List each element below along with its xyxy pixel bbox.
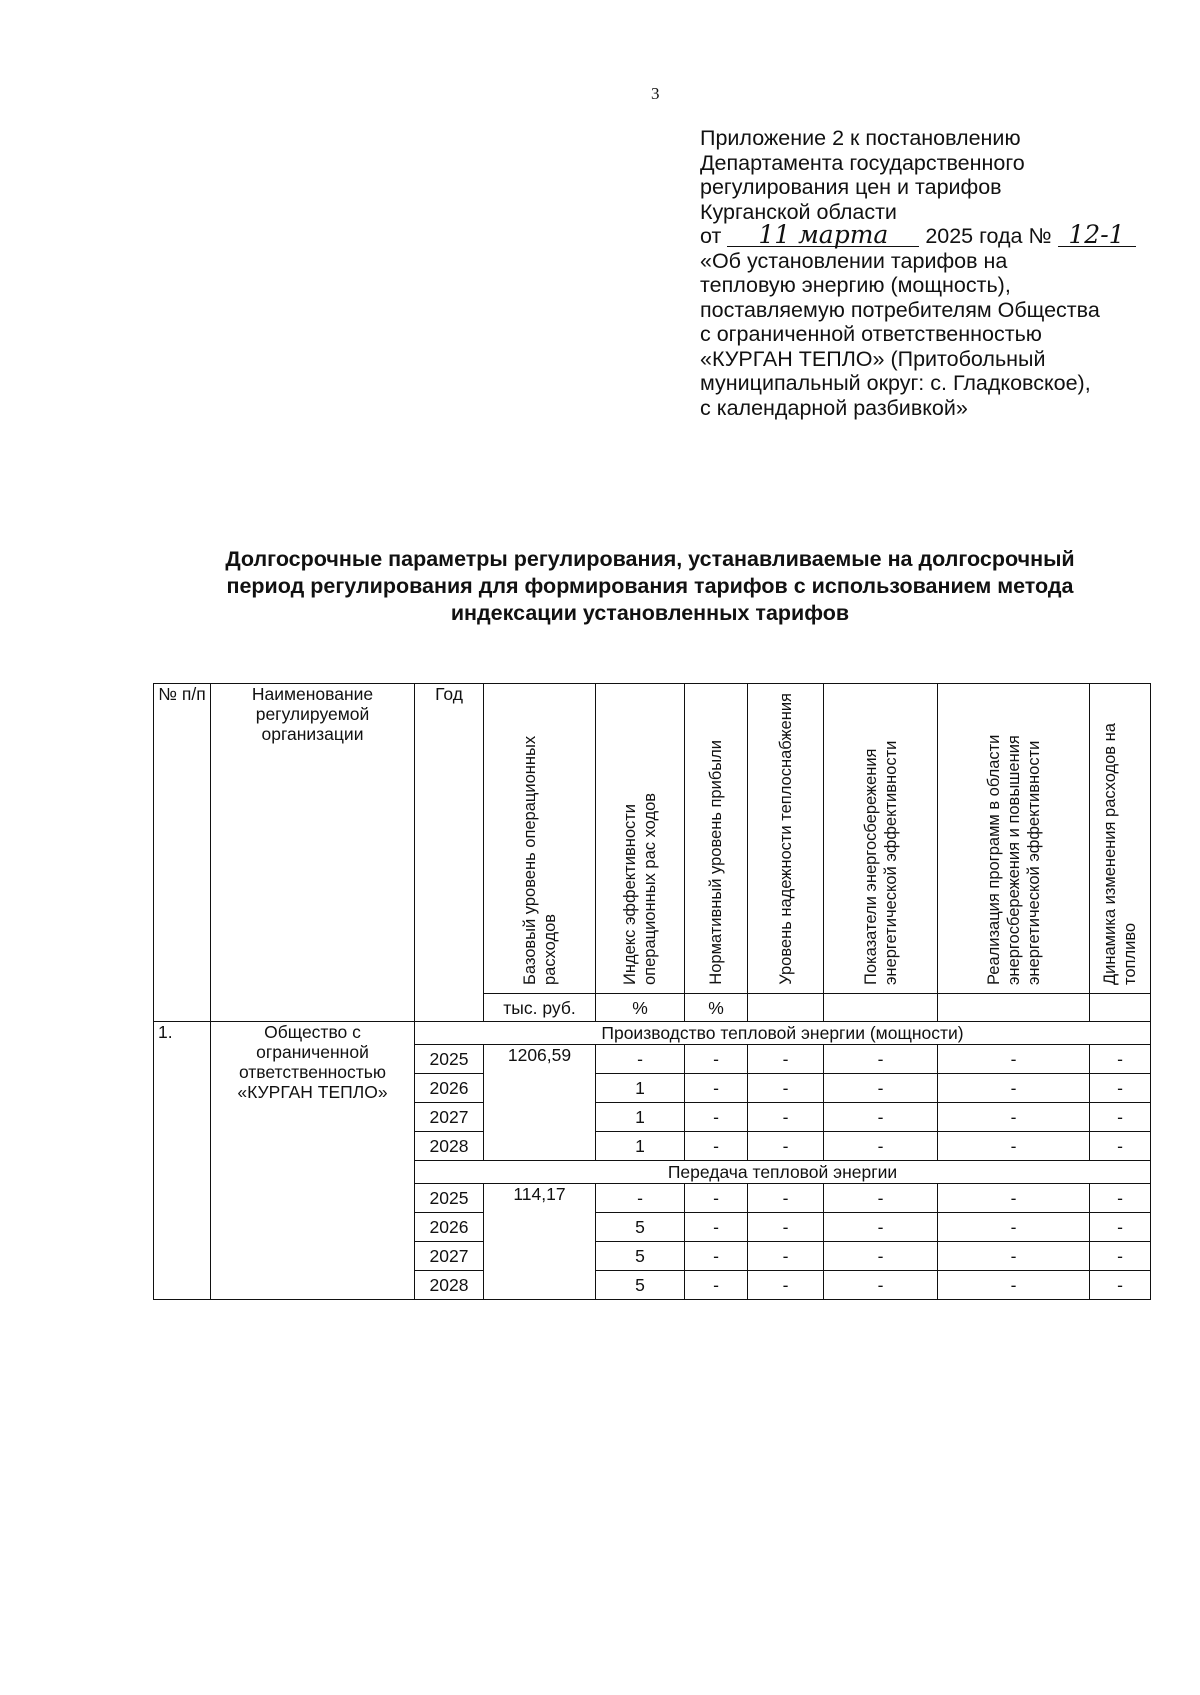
row-number: 1. <box>154 1022 211 1300</box>
cell-programs: - <box>938 1045 1090 1074</box>
cell-programs: - <box>938 1074 1090 1103</box>
header-energy-saving-text: Показатели энергосбережения энергетической эффективности <box>861 740 900 985</box>
cell-programs: - <box>938 1213 1090 1242</box>
section-row <box>154 1022 1151 1045</box>
header-org: Наименование регулируемой организации <box>211 684 415 1022</box>
appendix-title-line: поставляемую потребителям Общества <box>700 297 1100 322</box>
cell-base-level: 1206,59 <box>484 1045 596 1161</box>
cell-reliability: - <box>748 1132 824 1161</box>
parameters-table <box>153 683 1151 1300</box>
cell-saving: - <box>824 1184 938 1213</box>
header-programs-text: Реализация программ в области энергосбережения и повышения энергетической эффективности <box>984 734 1043 985</box>
unit-empty <box>938 994 1090 1022</box>
cell-index: - <box>596 1045 685 1074</box>
handwritten-number: 12-1 <box>1058 224 1136 247</box>
cell-year: 2026 <box>415 1213 484 1242</box>
cell-saving: - <box>824 1103 938 1132</box>
cell-programs: - <box>938 1103 1090 1132</box>
header-normative-profit <box>685 684 748 994</box>
cell-profit: - <box>685 1103 748 1132</box>
cell-fuel: - <box>1090 1045 1151 1074</box>
unit-empty <box>824 994 938 1022</box>
cell-programs: - <box>938 1184 1090 1213</box>
unit-normative-profit: % <box>685 994 748 1022</box>
unit-empty <box>748 994 824 1022</box>
appendix-line: Приложение 2 к постановлению <box>700 126 1021 150</box>
cell-profit: - <box>685 1271 748 1300</box>
cell-profit: - <box>685 1074 748 1103</box>
cell-fuel: - <box>1090 1074 1151 1103</box>
cell-saving: - <box>824 1242 938 1271</box>
date-prefix: от <box>700 224 722 248</box>
header-fuel-dynamics-text: Динамика изменения расходов на топливо <box>1101 723 1139 985</box>
cell-fuel: - <box>1090 1184 1151 1213</box>
cell-index: 1 <box>596 1074 685 1103</box>
cell-profit: - <box>685 1242 748 1271</box>
cell-fuel: - <box>1090 1132 1151 1161</box>
cell-year: 2028 <box>415 1271 484 1300</box>
header-year: Год <box>415 684 484 1022</box>
cell-index: 5 <box>596 1213 685 1242</box>
appendix-line: регулирования цен и тарифов <box>700 175 1002 199</box>
appendix-header <box>700 126 1170 420</box>
cell-year: 2026 <box>415 1074 484 1103</box>
section-title: Передача тепловой энергии <box>415 1161 1151 1184</box>
header-reliability-text: Уровень надежности теплоснабжения <box>776 693 795 985</box>
cell-index: - <box>596 1184 685 1213</box>
cell-programs: - <box>938 1271 1090 1300</box>
appendix-title-line: с календарной разбивкой» <box>700 395 968 420</box>
cell-index: 1 <box>596 1103 685 1132</box>
cell-saving: - <box>824 1045 938 1074</box>
cell-reliability: - <box>748 1184 824 1213</box>
unit-efficiency-index: % <box>596 994 685 1022</box>
cell-year: 2028 <box>415 1132 484 1161</box>
cell-year: 2025 <box>415 1045 484 1074</box>
appendix-title-line: тепловую энергию (мощность), <box>700 273 1011 297</box>
appendix-line: Департамента государственного <box>700 150 1025 175</box>
cell-index: 5 <box>596 1271 685 1300</box>
unit-empty <box>1090 994 1151 1022</box>
header-efficiency-index-text: Индекс эффективности операционных рас ходов <box>621 792 659 985</box>
cell-saving: - <box>824 1074 938 1103</box>
cell-profit: - <box>685 1184 748 1213</box>
section-title: Производство тепловой энергии (мощности) <box>415 1022 1151 1045</box>
title-line: индексации установленных тарифов <box>450 601 850 625</box>
document-title <box>150 546 1150 627</box>
cell-saving: - <box>824 1132 938 1161</box>
header-normative-profit-text: Нормативный уровень прибыли <box>707 740 725 985</box>
cell-year: 2027 <box>415 1242 484 1271</box>
appendix-title-line: «Об установлении тарифов на <box>700 248 1008 273</box>
header-base-level <box>484 684 596 994</box>
cell-saving: - <box>824 1213 938 1242</box>
cell-profit: - <box>685 1213 748 1242</box>
unit-base-level: тыс. руб. <box>484 994 596 1022</box>
cell-programs: - <box>938 1242 1090 1271</box>
cell-reliability: - <box>748 1103 824 1132</box>
appendix-line: Курганской области <box>700 199 897 224</box>
cell-year: 2025 <box>415 1184 484 1213</box>
header-fuel-dynamics <box>1090 684 1151 994</box>
cell-reliability: - <box>748 1213 824 1242</box>
cell-index: 1 <box>596 1132 685 1161</box>
title-line: Долгосрочные параметры регулирования, устанавливаемые на долгосрочный <box>225 547 1075 571</box>
cell-reliability: - <box>748 1271 824 1300</box>
cell-fuel: - <box>1090 1213 1151 1242</box>
appendix-date-line <box>700 220 1170 249</box>
title-line: период регулирования для формирования тарифов с использованием метода <box>226 574 1074 598</box>
header-efficiency-index <box>596 684 685 994</box>
header-base-level-text: Базовый уровень операционных расходов <box>520 735 559 985</box>
page-number: 3 <box>651 84 660 103</box>
cell-profit: - <box>685 1045 748 1074</box>
organization-name: Общество с ограниченной ответственностью «КУРГАН ТЕПЛО» <box>211 1022 415 1300</box>
header-reliability <box>748 684 824 994</box>
cell-reliability: - <box>748 1074 824 1103</box>
cell-fuel: - <box>1090 1103 1151 1132</box>
cell-year: 2027 <box>415 1103 484 1132</box>
cell-base-level: 114,17 <box>484 1184 596 1300</box>
appendix-title-line: муниципальный округ: с. Гладковское), <box>700 371 1091 395</box>
header-programs <box>938 684 1090 994</box>
cell-reliability: - <box>748 1242 824 1271</box>
handwritten-date: 11 марта <box>727 224 919 247</box>
header-row <box>154 684 1151 994</box>
cell-fuel: - <box>1090 1271 1151 1300</box>
cell-saving: - <box>824 1271 938 1300</box>
header-num: № п/п <box>154 684 211 1022</box>
header-energy-saving <box>824 684 938 994</box>
cell-reliability: - <box>748 1045 824 1074</box>
cell-programs: - <box>938 1132 1090 1161</box>
appendix-title-line: «КУРГАН ТЕПЛО» (Притобольный <box>700 346 1046 371</box>
cell-index: 5 <box>596 1242 685 1271</box>
year-text: 2025 года № <box>925 224 1052 248</box>
cell-fuel: - <box>1090 1242 1151 1271</box>
cell-profit: - <box>685 1132 748 1161</box>
appendix-title-line: с ограниченной ответственностью <box>700 322 1042 346</box>
